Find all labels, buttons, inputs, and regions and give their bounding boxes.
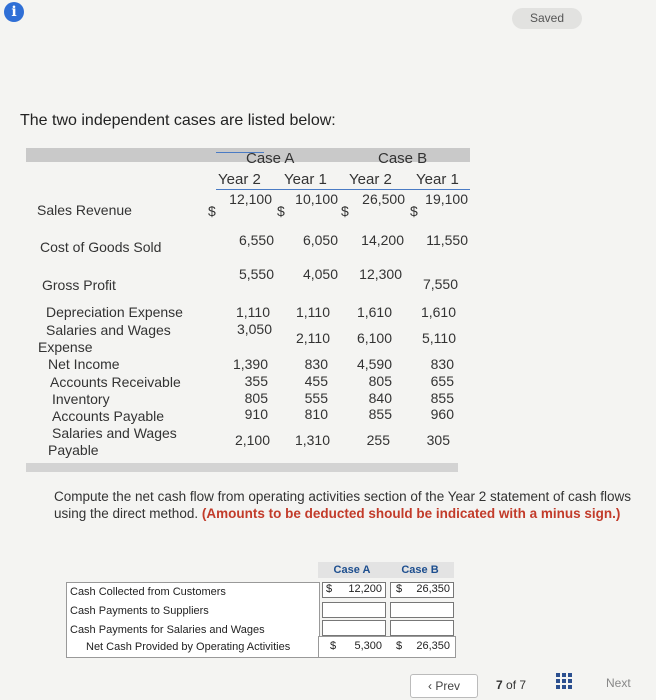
page-separator: of — [506, 678, 517, 692]
table-cell: 6,050 — [302, 232, 338, 248]
table-cell: 4,590 — [356, 356, 392, 372]
currency-symbol: $ — [277, 203, 285, 219]
prev-label: Prev — [435, 679, 461, 693]
table-cell: 3,050 — [236, 321, 272, 337]
row-label: Cost of Goods Sold — [40, 239, 162, 255]
next-button[interactable]: Next — [606, 676, 631, 690]
page-current: 7 — [496, 678, 503, 692]
year-heading: Year 1 — [284, 171, 327, 188]
table-cell: 1,610 — [356, 304, 392, 320]
table-cell: 910 — [244, 406, 268, 422]
answer-col-case-b: Case B — [401, 564, 439, 576]
currency-symbol: $ — [396, 640, 403, 652]
page-indicator — [496, 678, 526, 692]
cash-payments-salaries-case-b-input[interactable] — [390, 620, 454, 636]
cash-payments-suppliers-case-b-input[interactable] — [390, 602, 454, 618]
year-heading: Year 1 — [416, 171, 459, 188]
answer-value: 12,200 — [348, 583, 382, 595]
answer-col-case-a: Case A — [333, 564, 371, 576]
info-icon[interactable]: i — [4, 2, 24, 22]
table-cell: 305 — [426, 432, 450, 448]
prompt-instruction: (Amounts to be deducted should be indicated with a minus sign.) — [201, 506, 621, 521]
question-prompt — [54, 488, 644, 522]
cash-payments-salaries-case-a-input[interactable] — [322, 620, 386, 636]
currency-symbol: $ — [341, 203, 349, 219]
table-cell: 11,550 — [426, 232, 468, 248]
net-cash-case-b: 26,350 — [416, 640, 450, 652]
table-cell: 10,100 — [295, 191, 338, 207]
table-cell: 19,100 — [425, 191, 468, 207]
table-cell: 1,110 — [296, 304, 330, 320]
grid-icon[interactable] — [556, 673, 572, 689]
answer-value: 26,350 — [416, 583, 450, 595]
table-cell: 810 — [304, 406, 328, 422]
page-total: 7 — [519, 678, 527, 692]
row-label: Salaries and Wages — [52, 425, 177, 441]
row-label: Accounts Payable — [52, 408, 165, 424]
table-cell: 1,610 — [420, 304, 456, 320]
table-cell: 805 — [368, 373, 392, 389]
answer-row-label: Cash Payments for Salaries and Wages — [70, 624, 265, 636]
table-cell: 5,110 — [422, 330, 456, 346]
table-cell: 6,100 — [356, 330, 392, 346]
currency-symbol: $ — [208, 203, 216, 219]
table-cell: 26,500 — [362, 191, 405, 207]
currency-symbol: $ — [326, 583, 333, 595]
table-cell: 14,200 — [361, 232, 404, 248]
answer-row-label: Cash Collected from Customers — [70, 586, 226, 598]
table-cell: 555 — [304, 390, 328, 406]
currency-symbol: $ — [396, 583, 403, 595]
answer-row-label: Net Cash Provided by Operating Activities — [86, 641, 291, 653]
intro-text: The two independent cases are listed below: — [20, 112, 336, 129]
prev-button[interactable] — [410, 674, 478, 698]
divider — [216, 189, 470, 190]
table-cell: 830 — [304, 356, 328, 372]
chevron-left-icon: ‹ — [427, 679, 432, 693]
answer-row-label: Cash Payments to Suppliers — [70, 605, 209, 617]
table-footer-rule — [26, 463, 458, 472]
row-label: Expense — [38, 339, 93, 355]
row-label: Payable — [48, 442, 99, 458]
prompt-text: Compute the net cash flow from operating activities section of the Year 2 statement of cash flows using the direct method. — [54, 489, 632, 521]
table-cell: 960 — [430, 406, 454, 422]
table-cell: 4,050 — [302, 266, 338, 282]
table-cell: 655 — [430, 373, 454, 389]
table-cell: 355 — [244, 373, 268, 389]
table-cell: 1,390 — [232, 356, 268, 372]
table-cell: 855 — [368, 406, 392, 422]
currency-symbol: $ — [330, 640, 337, 652]
table-cell: 1,110 — [236, 304, 270, 320]
row-label: Depreciation Expense — [46, 304, 183, 320]
table-cell: 1,310 — [294, 432, 330, 448]
table-cell: 840 — [368, 390, 392, 406]
case-b-heading: Case B — [378, 150, 428, 167]
table-cell: 12,300 — [359, 266, 402, 282]
table-cell: 455 — [304, 373, 328, 389]
row-label: Gross Profit — [42, 277, 116, 293]
net-cash-case-a: 5,300 — [354, 640, 382, 652]
table-cell: 855 — [430, 390, 454, 406]
currency-symbol: $ — [410, 203, 418, 219]
table-cell: 7,550 — [422, 276, 458, 292]
table-cell: 255 — [366, 432, 390, 448]
table-cell: 2,100 — [234, 432, 270, 448]
year-heading: Year 2 — [349, 171, 392, 188]
case-a-heading: Case A — [246, 150, 295, 167]
row-label: Accounts Receivable — [50, 374, 181, 390]
table-cell: 12,100 — [229, 191, 272, 207]
table-cell: 6,550 — [238, 232, 274, 248]
saved-status-badge: Saved — [512, 8, 582, 29]
cash-payments-suppliers-case-a-input[interactable] — [322, 602, 386, 618]
table-cell: 805 — [244, 390, 268, 406]
table-cell: 2,110 — [296, 330, 330, 346]
row-label: Net Income — [48, 356, 120, 372]
table-cell: 5,550 — [238, 266, 274, 282]
row-label: Inventory — [52, 391, 110, 407]
row-label: Sales Revenue — [37, 202, 132, 218]
row-label: Salaries and Wages — [46, 322, 171, 338]
table-cell: 830 — [430, 356, 454, 372]
year-heading: Year 2 — [218, 171, 261, 188]
